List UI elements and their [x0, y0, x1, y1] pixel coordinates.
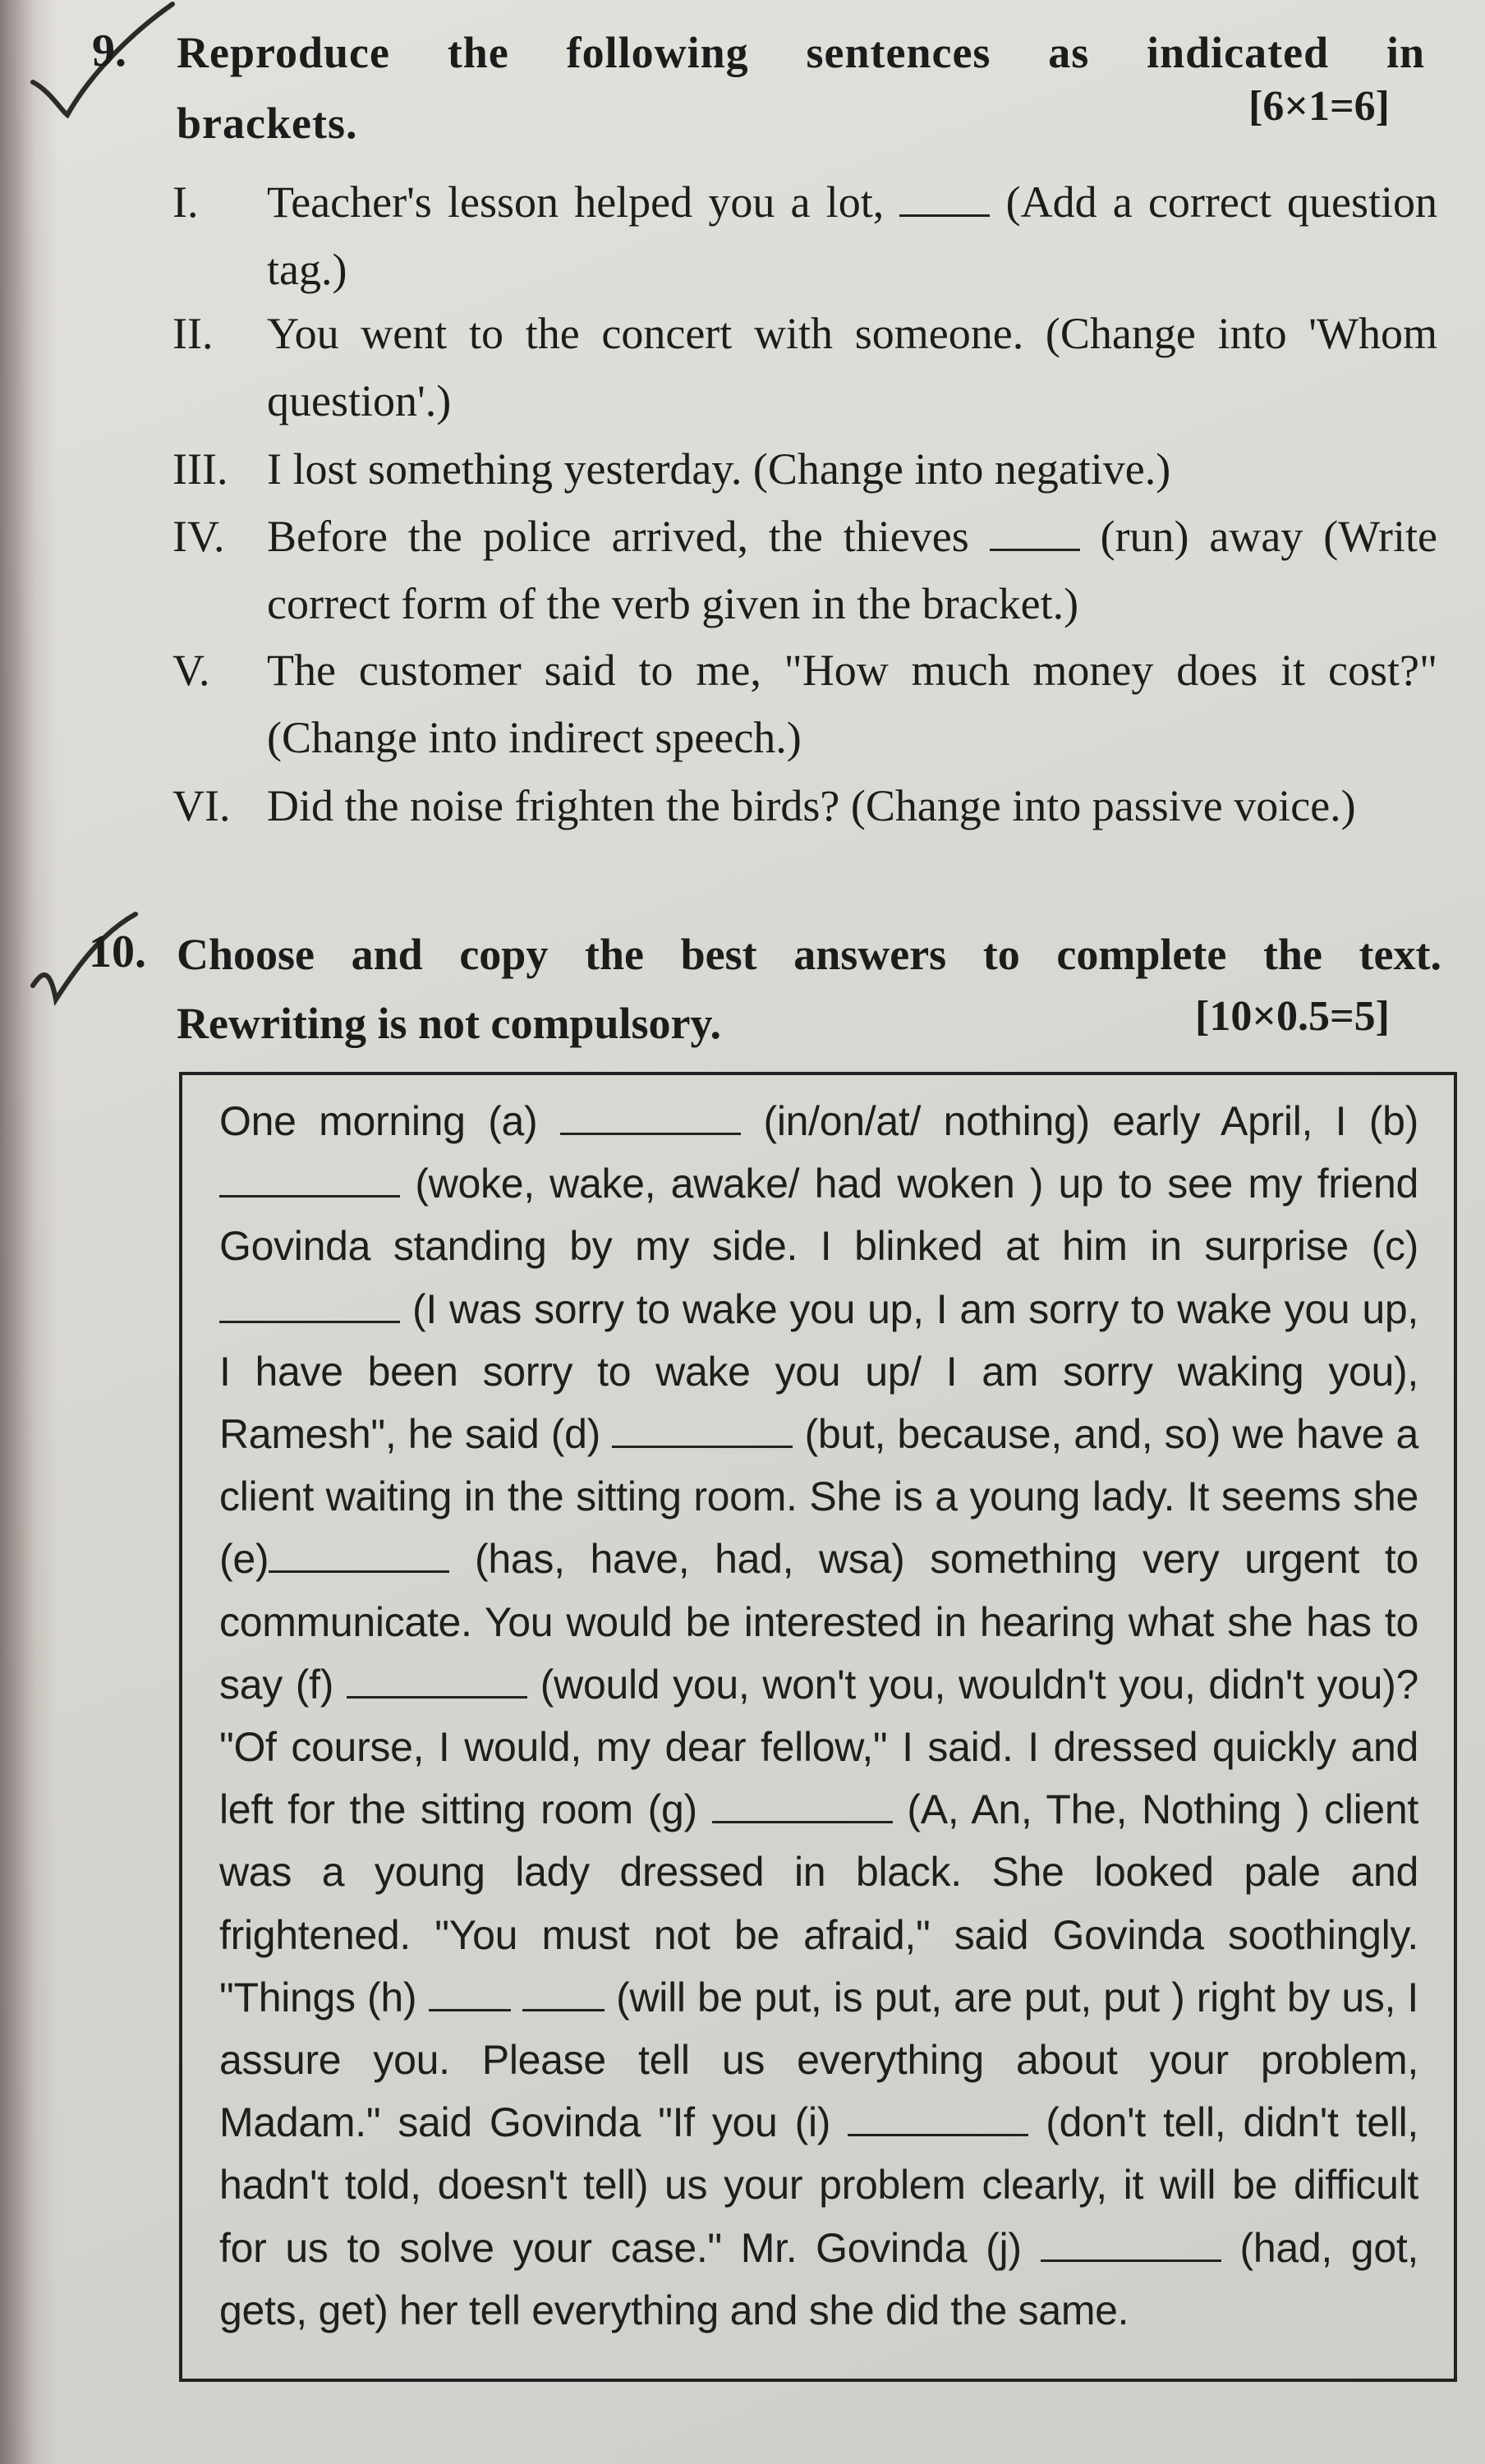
- answer-blank: [899, 175, 990, 217]
- question-10-marks: [10×0.5=5]: [1195, 993, 1390, 1040]
- item-number: IV.: [172, 512, 225, 561]
- answer-blank-f: [347, 1657, 527, 1699]
- q9-item-1: [172, 168, 1437, 303]
- item-text: Did the noise frighten the birds? (Change into passive voice.): [267, 781, 1356, 830]
- answer-blank-j: [1041, 2220, 1221, 2262]
- answer-blank-e: [269, 1531, 449, 1573]
- item-text: I lost something yesterday. (Change into negative.): [267, 444, 1171, 494]
- q9-item-6: [172, 772, 1437, 839]
- item-text: Before the police arrived, the thieves (run) away (Write correct form of the verb given in the bracket.): [267, 503, 1437, 637]
- item-number: V.: [172, 646, 210, 695]
- answer-blank-a: [560, 1093, 741, 1135]
- item-text: Teacher's lesson helped you a lot, (Add a correct question tag.): [267, 168, 1437, 303]
- question-9-number: 9.: [92, 25, 126, 76]
- page-edge-shadow: [0, 0, 57, 2464]
- passage-box: [179, 1072, 1457, 2382]
- question-9-title-line1: Reproduce the following sentences as indicated in: [177, 28, 1425, 77]
- answer-blank-h1: [429, 1970, 511, 2011]
- answer-blank-g: [712, 1781, 893, 1823]
- q9-item-3: [172, 435, 1437, 503]
- q9-item-5: [172, 637, 1437, 771]
- item-text: You went to the concert with someone. (Change into 'Whom question'.): [267, 309, 1437, 425]
- item-number: II.: [172, 309, 214, 358]
- question-10-title-line2: Rewriting is not compulsory.: [177, 999, 722, 1048]
- passage-text: One morning (a) (in/on/at/ nothing) early April, I (b) (woke, wake, awake/ had woken ) up to see my friend Govinda standing by my side. I blinked at him in surprise (c) (I was sorry to wake you up, I am sorry to wake you up, I have been sorry to wake you up/ I am sorry waking you), Ramesh", he said (d) (but, because, and, so) we have a client waiting in the sitting room. She is a young lady. It seems she (e) (has, have, had, wsa) something very urgent to communicate. You would be interested in hearing what she has to say (f) (would you, won't you, wouldn't you, didn't you)? "Of course, I would, my dear fellow," I said. I dressed quickly and left for the sitting room (g) (A, An, The, Nothing ) client was a young lady dressed in black. She looked pale and frightened. "You must not be afraid," said Govinda soothingly. "Things (h) (will be put, is put, are put, put ) right by us, I assure you. Please tell us everything about your problem, Madam." said Govinda "If you (i) (don't tell, didn't tell, hadn't told, doesn't tell) us your problem clearly, it will be difficult for us to solve your case." Mr. Govinda (j) (had, got, gets, get) her tell everything and she did the same.: [219, 1090, 1418, 2342]
- answer-blank-b: [219, 1156, 400, 1198]
- q9-item-4: [172, 503, 1437, 637]
- item-number: III.: [172, 444, 228, 494]
- item-number: I.: [172, 177, 199, 227]
- answer-blank-i: [848, 2094, 1028, 2136]
- item-number: VI.: [172, 781, 231, 830]
- q9-item-2: [172, 300, 1437, 434]
- answer-blank-d: [612, 1406, 793, 1448]
- item-text: The customer said to me, "How much money does it cost?" (Change into indirect speech.): [267, 646, 1437, 762]
- answer-blank-h2: [522, 1970, 605, 2011]
- question-10-title-line1: Choose and copy the best answers to complete the text.: [177, 930, 1441, 979]
- question-9-marks: [6×1=6]: [1248, 83, 1390, 130]
- question-9-title-line2: brackets.: [177, 99, 358, 148]
- question-10-number: 10.: [89, 926, 146, 977]
- answer-blank: [990, 509, 1080, 551]
- answer-blank-c: [219, 1281, 400, 1323]
